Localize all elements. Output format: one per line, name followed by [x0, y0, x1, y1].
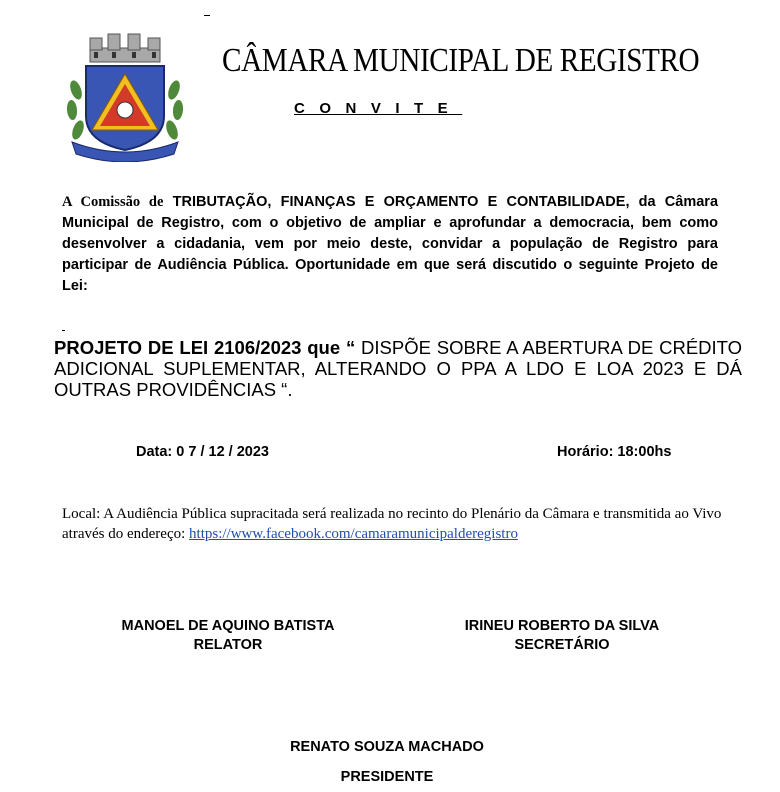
intro-lead: A Comissão de	[62, 194, 164, 210]
page-title: CÂMARA MUNICIPAL DE REGISTRO	[222, 42, 700, 79]
signature-presidente	[262, 732, 512, 792]
event-date: Data: 0 7 / 12 / 2023	[136, 444, 269, 460]
signature-name: MANOEL DE AQUINO BATISTA	[121, 618, 335, 634]
signature-secretario	[422, 617, 702, 655]
document-subtitle: CONVITE	[294, 100, 463, 117]
location-paragraph	[62, 504, 722, 544]
stray-mark	[62, 330, 65, 331]
intro-text: TRIBUTAÇÃO, FINANÇAS E ORÇAMENTO E CONTABILIDADE, da Câmara Municipal de Registro, com o objetivo de ampliar e aprofundar a democracia, bem como desenvolver a cidadania, vem por meio deste, convidar a população de Registro para participar de Audiência Pública. Oportunidade em que será discutido o seguinte Projeto de Lei:	[62, 194, 719, 294]
stray-mark	[204, 15, 210, 16]
signature-name: RENATO SOUZA MACHADO	[290, 739, 484, 755]
intro-paragraph	[62, 192, 718, 297]
signature-role: PRESIDENTE	[340, 769, 434, 785]
projeto-text: DISPÕE SOBRE A ABERTURA DE CRÉDITO ADICIONAL SUPLEMENTAR, ALTERANDO O PPA A LDO E LOA 2023 E DÁ OUTRAS PROVIDÊNCIAS “.	[54, 337, 743, 400]
event-time: Horário: 18:00hs	[557, 444, 672, 460]
signature-name: IRINEU ROBERTO DA SILVA	[464, 618, 660, 634]
projeto-heading: PROJETO DE LEI 2106/2023 que “	[54, 337, 356, 358]
signature-relator	[90, 617, 366, 655]
location-text: Local: A Audiência Pública supracitada será realizada no recinto do Plenário da Câmara e transmitida ao Vivo através do endereço:	[62, 506, 722, 542]
coat-of-arms-icon	[62, 30, 188, 162]
projeto-paragraph	[54, 337, 742, 400]
signature-role: RELATOR	[193, 637, 263, 653]
facebook-link[interactable]: https://www.facebook.com/camaramunicipalderegistro	[189, 526, 518, 542]
signature-role: SECRETÁRIO	[514, 637, 610, 653]
